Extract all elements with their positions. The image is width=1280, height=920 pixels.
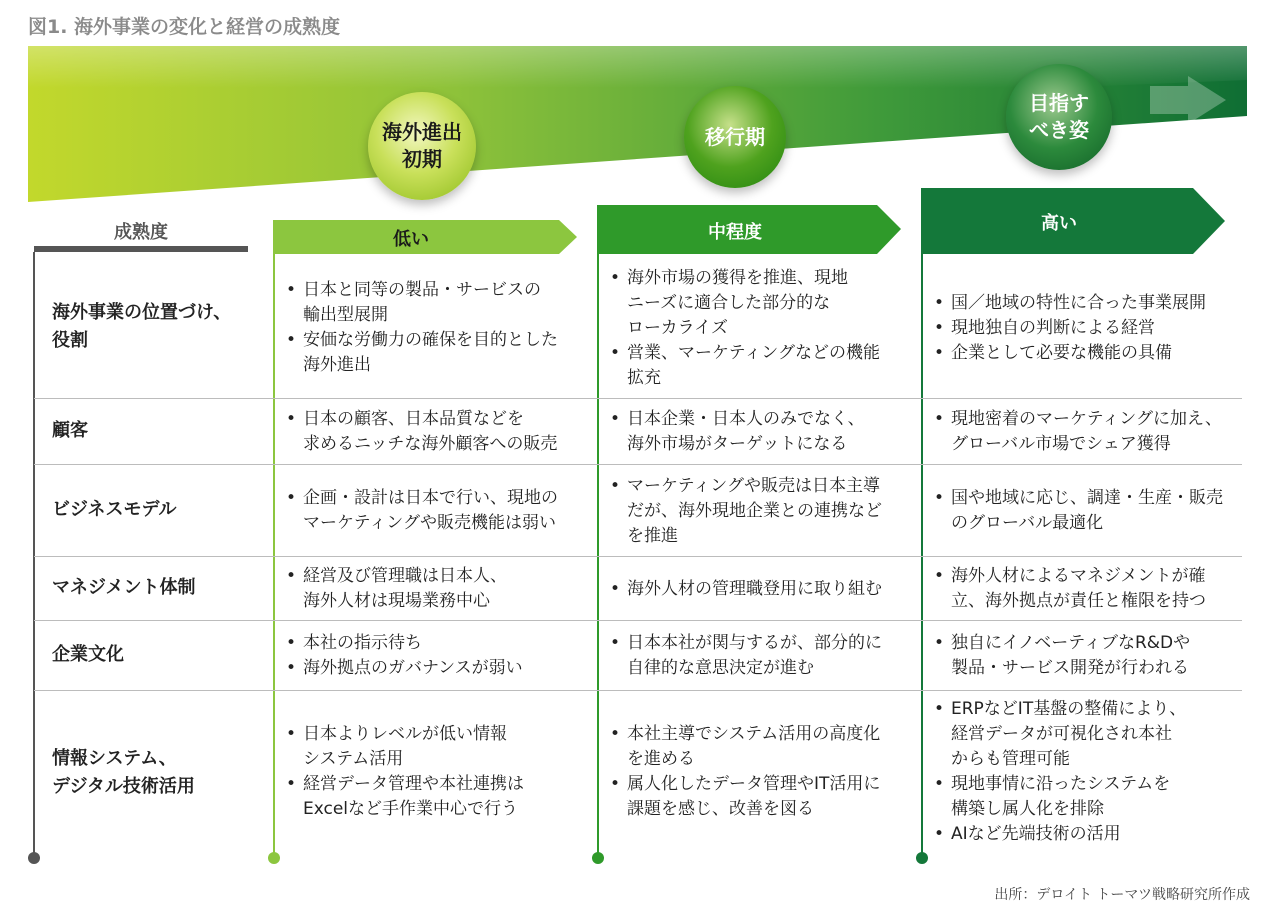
bullet-item: • 本社主導でシステム活用の高度化 を進める <box>608 722 914 772</box>
cell-positioning-low <box>284 258 590 398</box>
axis-line-high <box>921 254 923 856</box>
bullet-item: • 海外人材によるマネジメントが確 立、海外拠点が責任と権限を持つ <box>932 564 1242 614</box>
bullet-item: • ERPなどIT基盤の整備により、 経営データが可視化され本社 からも管理可能 <box>932 697 1242 772</box>
level-header-mid <box>597 205 901 254</box>
bullet-item: • 日本の顧客、日本品質などを 求めるニッチな海外顧客への販売 <box>284 407 590 457</box>
level-label-high: 高い <box>1041 213 1077 234</box>
cell-it-digital-high <box>932 692 1242 852</box>
cell-it-digital-low <box>284 692 590 852</box>
row-label-culture: 企業文化 <box>52 644 124 665</box>
figure-title: 図1. 海外事業の変化と経営の成熟度 <box>28 16 341 38</box>
bullet-item: • 日本と同等の製品・サービスの 輸出型展開 <box>284 278 590 328</box>
bullet-item: • 日本本社が関与するが、部分的に 自律的な意思決定が進む <box>608 631 914 681</box>
bullet-item: • 日本企業・日本人のみでなく、 海外市場がターゲットになる <box>608 407 914 457</box>
level-label-mid: 中程度 <box>708 222 762 243</box>
axis-line-mid <box>597 254 599 856</box>
cell-positioning-high <box>932 258 1242 398</box>
level-label-low: 低い <box>393 229 429 250</box>
bullet-item: • 経営データ管理や本社連携は Excelなど手作業中心で行う <box>284 772 590 822</box>
cell-management-mid <box>608 558 914 620</box>
bullet-item: • 企画・設計は日本で行い、現地の マーケティングや販売機能は弱い <box>284 486 590 536</box>
level-header-high <box>921 188 1225 254</box>
bullet-item: • 海外人材の管理職登用に取り組む <box>608 577 914 602</box>
axis-line-label <box>33 252 35 856</box>
bullet-item: • 本社の指示待ち <box>284 631 590 656</box>
stage-transition-circle: 移行期 <box>684 86 786 188</box>
bullet-item: • 属人化したデータ管理やIT活用に 課題を感じ、改善を図る <box>608 772 914 822</box>
cell-management-high <box>932 558 1242 620</box>
bullet-item: • 現地密着のマーケティングに加え、 グローバル市場でシェア獲得 <box>932 407 1242 457</box>
cell-culture-high <box>932 622 1242 690</box>
stage-target-circle: 目指す べき姿 <box>1006 64 1112 170</box>
bullet-item: • 経営及び管理職は日本人、 海外人材は現場業務中心 <box>284 564 590 614</box>
bullet-item: • 現地独自の判断による経営 <box>932 316 1242 341</box>
cell-business-model-low <box>284 466 590 556</box>
row-label-management: マネジメント体制 <box>52 577 196 598</box>
bullet-item: • 安価な労働力の確保を目的とした 海外進出 <box>284 328 590 378</box>
row-label-it-digital: 情報システム、 デジタル技術活用 <box>52 748 195 797</box>
bullet-item: • 営業、マーケティングなどの機能 拡充 <box>608 341 914 391</box>
cell-it-digital-mid <box>608 692 914 852</box>
cell-customers-high <box>932 400 1242 464</box>
bullet-item: • 海外拠点のガバナンスが弱い <box>284 656 590 681</box>
axis-dot-high <box>916 852 928 864</box>
bullet-item: • 企業として必要な機能の具備 <box>932 341 1242 366</box>
maturity-label: 成熟度 <box>114 222 168 243</box>
row-label-positioning: 海外事業の位置づけ、 役割 <box>52 302 232 351</box>
cell-customers-low <box>284 400 590 464</box>
axis-dot-mid <box>592 852 604 864</box>
bullet-item: • AIなど先端技術の活用 <box>932 822 1242 847</box>
bullet-item: • 日本よりレベルが低い情報 システム活用 <box>284 722 590 772</box>
row-label-business-model: ビジネスモデル <box>52 499 177 520</box>
cell-business-model-mid <box>608 466 914 556</box>
cell-culture-low <box>284 622 590 690</box>
bullet-item: • 独自にイノベーティブなR&Dや 製品・サービス開発が行われる <box>932 631 1242 681</box>
source-note: 出所：デロイト トーマツ戦略研究所作成 <box>994 887 1250 903</box>
axis-dot-label <box>28 852 40 864</box>
row-label-customers: 顧客 <box>52 420 88 441</box>
level-header-low <box>273 220 577 254</box>
cell-management-low <box>284 558 590 620</box>
bullet-item: • 現地事情に沿ったシステムを 構築し属人化を排除 <box>932 772 1242 822</box>
axis-dot-low <box>268 852 280 864</box>
maturity-label-bar <box>34 246 248 252</box>
cell-culture-mid <box>608 622 914 690</box>
bullet-item: • マーケティングや販売は日本主導 だが、海外現地企業との連携など を推進 <box>608 474 914 549</box>
cell-business-model-high <box>932 466 1242 556</box>
stage-initial-circle: 海外進出 初期 <box>368 92 476 200</box>
cell-positioning-mid <box>608 258 914 398</box>
bullet-item: • 海外市場の獲得を推進、現地 ニーズに適合した部分的な ローカライズ <box>608 266 914 341</box>
bullet-item: • 国／地域の特性に合った事業展開 <box>932 291 1242 316</box>
cell-customers-mid <box>608 400 914 464</box>
axis-line-low <box>273 254 275 856</box>
bullet-item: • 国や地域に応じ、調達・生産・販売 のグローバル最適化 <box>932 486 1242 536</box>
